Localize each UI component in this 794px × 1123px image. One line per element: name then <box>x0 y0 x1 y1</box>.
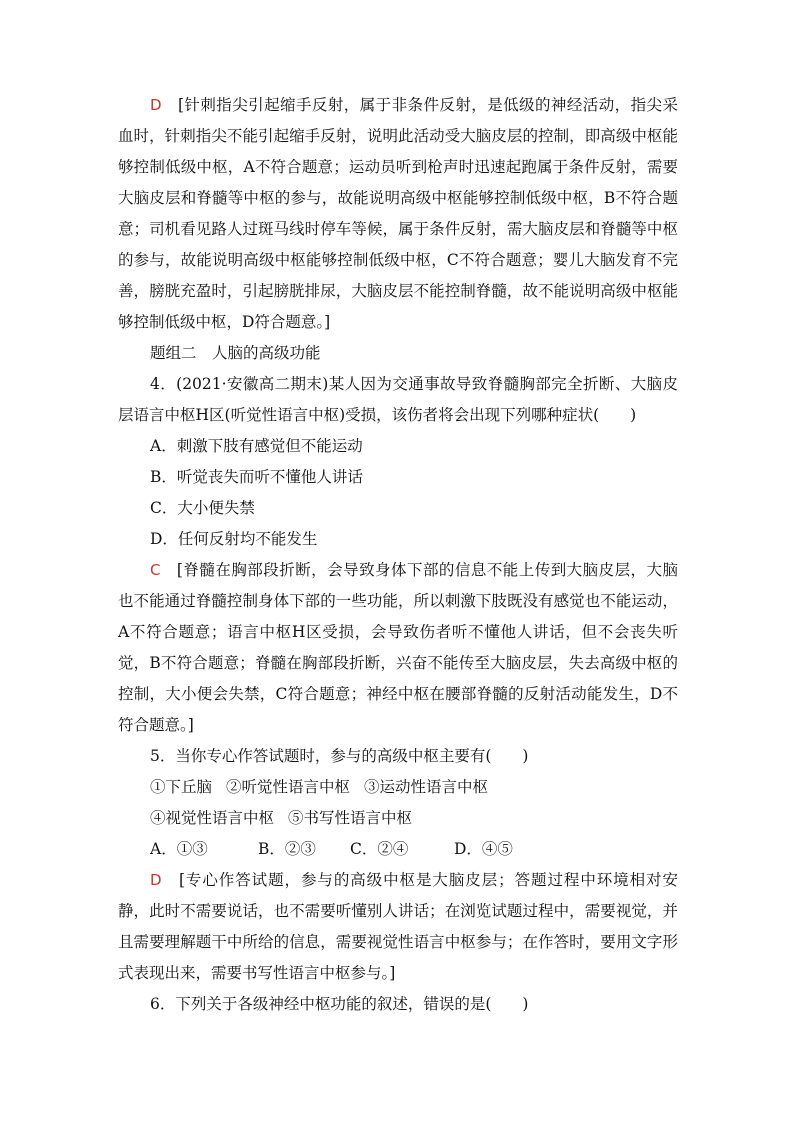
answer-3-letter: D <box>150 96 162 114</box>
question-4-option-a: A．刺激下肢有感觉但不能运动 <box>150 437 363 455</box>
question-5-choice-b: B．②③ <box>258 840 316 858</box>
question-5-choice-c: C．②④ <box>350 840 409 858</box>
answer-4-letter: C <box>150 561 161 579</box>
statement-3: ③运动性语言中枢 <box>364 778 489 796</box>
question-4-stem: 4．(2021·安徽高二期末)某人因为交通事故导致脊髓胸部完全折断、大脑皮层语言中枢H区(听觉性语言中枢)受损，该伤者将会出现下列哪种症状( ) <box>118 375 678 424</box>
page-content <box>118 90 678 1020</box>
question-5-statements-row-2 <box>118 803 678 834</box>
answer-3-explanation <box>118 90 678 338</box>
answer-3-text: [针刺指尖引起缩手反射，属于非条件反射，是低级的神经活动，指尖采血时，针刺指尖不能引起缩手反射，说明此活动受大脑皮层的控制，即高级中枢能够控制低级中枢，A不符合题意；运动员听到枪声时迅速起跑属于条件反射，需要大脑皮层和脊髓等中枢的参与，故能说明高级中枢能够控制低级中枢，B不符合题意；司机看见路人过斑马线时停车等候，属于条件反射，需大脑皮层和脊髓等中枢的参与，故能说明高级中枢能够控制低级中枢，C不符合题意；婴儿大脑发育不完善，膀胱充盈时，引起膀胱排尿，大脑皮层不能控制脊髓，故不能说明高级中枢能够控制低级中枢，D符合题意。] <box>118 96 678 331</box>
statement-2: ②听觉性语言中枢 <box>226 778 351 796</box>
question-5-choice-a: A．①③ <box>150 840 208 858</box>
section-title: 题组二 人脑的高级功能 <box>150 344 321 362</box>
statement-5: ⑤书写性语言中枢 <box>288 809 413 827</box>
answer-4-explanation <box>118 555 678 741</box>
answer-4-text: [脊髓在胸部段折断，会导致身体下部的信息不能上传到大脑皮层，大脑也不能通过脊髓控制身体下部的一些功能，所以刺激下肢既没有感觉也不能运动，A不符合题意；语言中枢H区受损，会导致伤者听不懂他人讲话，但不会丧失听觉，B不符合题意；脊髓在胸部段折断，兴奋不能传至大脑皮层，失去高级中枢的控制，大小便会失禁，C符合题意；神经中枢在腰部脊髓的反射活动能发生，D不符合题意。] <box>118 561 678 734</box>
statement-4: ④视觉性语言中枢 <box>150 809 275 827</box>
answer-5-explanation <box>118 865 678 989</box>
question-4-option-d: D．任何反射均不能发生 <box>150 530 318 548</box>
question-6-stem: 6．下列关于各级神经中枢功能的叙述，错误的是( ) <box>150 995 529 1013</box>
question-5-statements-row-1 <box>118 772 678 803</box>
question-5-stem: 5．当你专心作答试题时，参与的高级中枢主要有( ) <box>150 747 529 765</box>
question-5-choice-d: D．④⑤ <box>454 840 513 858</box>
question-4-option-b: B．听觉丧失而听不懂他人讲话 <box>150 468 363 486</box>
question-4-option-c: C．大小便失禁 <box>150 499 255 517</box>
question-5-choices <box>118 834 678 865</box>
answer-5-letter: D <box>150 871 162 889</box>
answer-5-text: [专心作答试题，参与的高级中枢是大脑皮层；答题过程中环境相对安静，此时不需要说话，也不需要听懂别人讲话；在浏览试题过程中，需要视觉，并且需要理解题干中所给的信息，需要视觉性语言中枢参与；在作答时，要用文字形式表现出来，需要书写性语言中枢参与。] <box>118 871 678 982</box>
statement-1: ①下丘脑 <box>150 778 213 796</box>
